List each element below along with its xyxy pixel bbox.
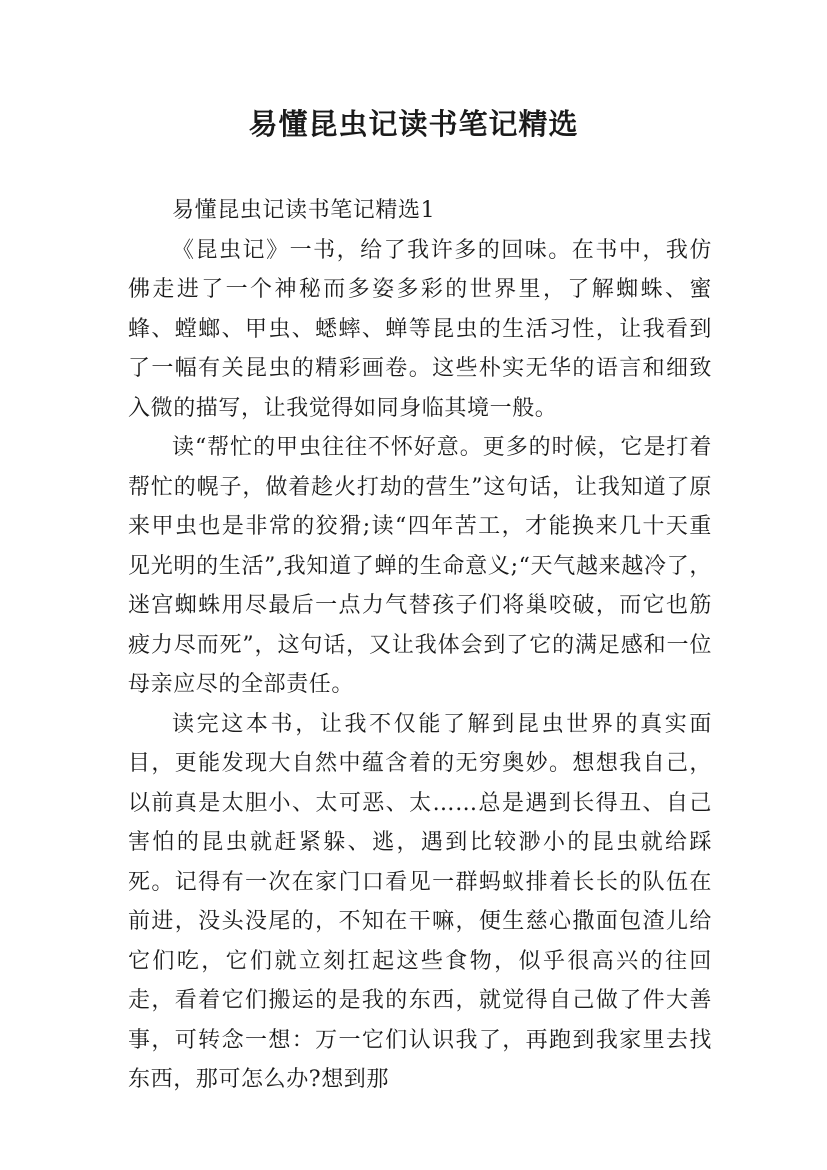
section-heading: 易懂昆虫记读书笔记精选1 — [172, 198, 436, 223]
document-body — [128, 191, 712, 1100]
paragraph: 读“帮忙的甲虫往往不怀好意。更多的时候，它是打着帮忙的幌子，做着趁火打劫的营生”这句话，让我知道了原来甲虫也是非常的狡猾;读“四年苦工，才能换来几十天重见光明的生活”,我知道了蝉的生命意义;“天气越来越冷了，迷宫蜘蛛用尽最后一点力气替孩子们将巢咬破，而它也筋疲力尽而死”，这句话，又让我体会到了它的满足感和一位母亲应尽的全部责任。 — [128, 435, 712, 697]
document-title: 易懂昆虫记读书笔记精选 — [248, 107, 579, 141]
paragraph: 《昆虫记》一书，给了我许多的回味。在书中，我仿佛走进了一个神秘而多姿多彩的世界里，了解蜘蛛、蜜蜂、螳螂、甲虫、蟋蟀、蝉等昆虫的生活习性，让我看到了一幅有关昆虫的精彩画卷。这些朴实无华的语言和细致入微的描写，让我觉得如同身临其境一般。 — [128, 237, 712, 421]
paragraph: 读完这本书，让我不仅能了解到昆虫世界的真实面目，更能发现大自然中蕴含着的无穷奥妙。想想我自己，以前真是太胆小、太可恶、太……总是遇到长得丑、自己害怕的昆虫就赶紧躲、逃，遇到比较渺小的昆虫就给踩死。记得有一次在家门口看见一群蚂蚁排着长长的队伍在前进，没头没尾的，不知在干嘛，便生慈心撒面包渣儿给它们吃，它们就立刻扛起这些食物，似乎很高兴的往回走，看着它们搬运的是我的东西，就觉得自己做了件大善事，可转念一想：万一它们认识我了，再跑到我家里去找东西，那可怎么办?想到那 — [128, 711, 712, 1092]
